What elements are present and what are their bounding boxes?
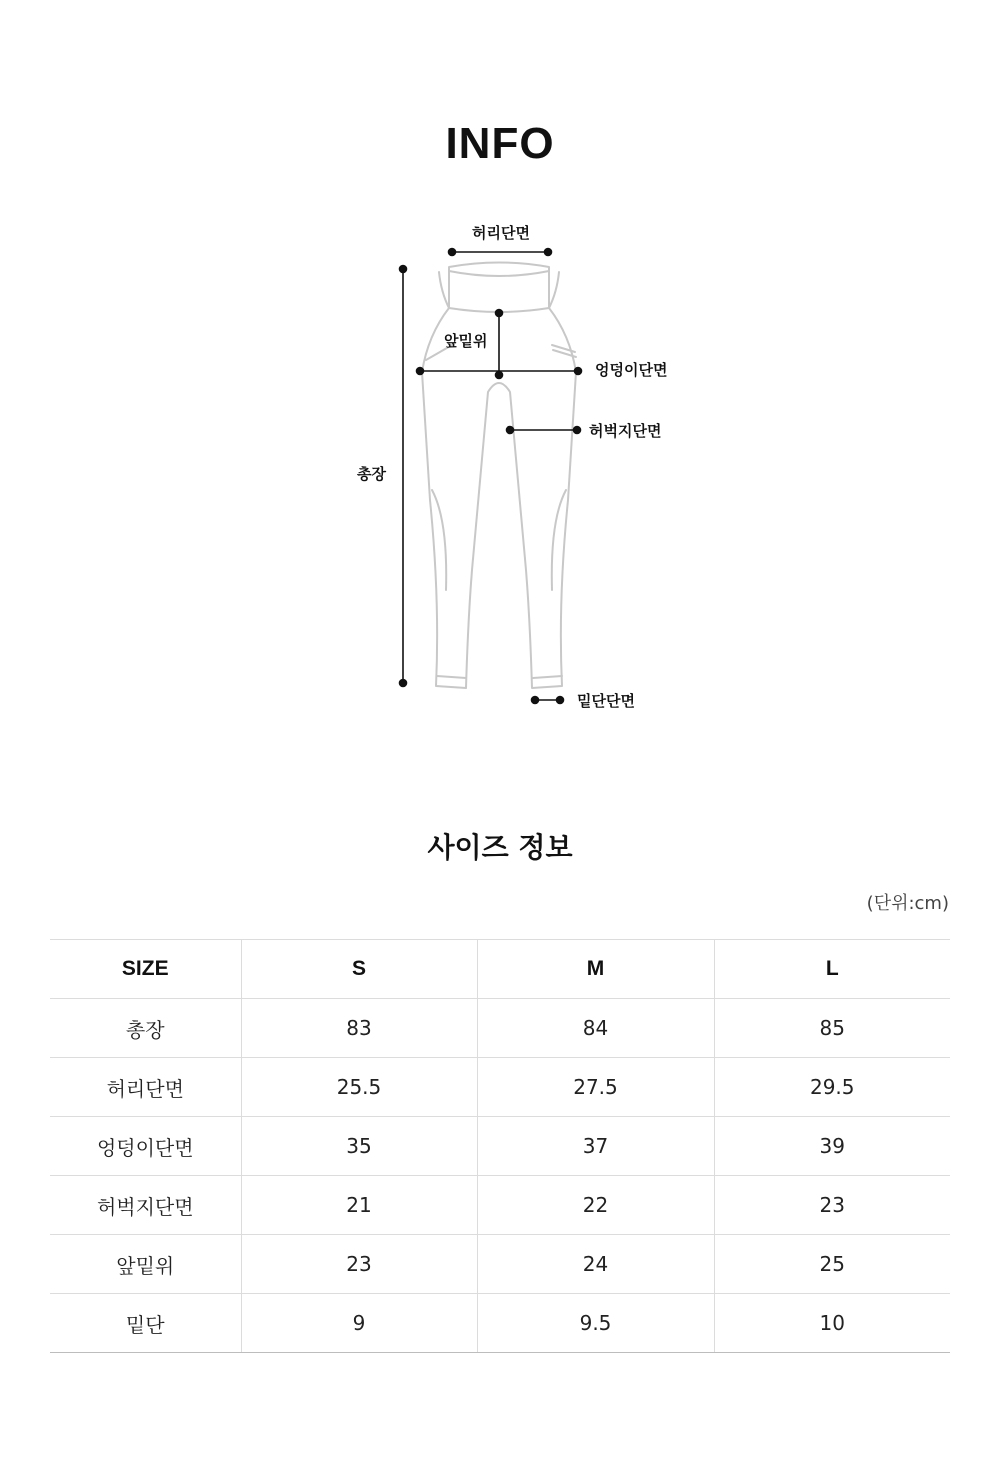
thigh-label: 허벅지단면: [589, 422, 662, 440]
length-dot-bottom: [400, 680, 407, 687]
size-m-value: 24: [477, 1235, 714, 1294]
size-l-value: 29.5: [714, 1058, 950, 1117]
size-s-value: 35: [241, 1117, 477, 1176]
rise-dot-bottom: [496, 372, 503, 379]
column-header-l: L: [714, 940, 950, 999]
hem-label: 밑단단면: [577, 692, 635, 710]
size-l-value: 25: [714, 1235, 950, 1294]
row-label: 허리단면: [50, 1058, 241, 1117]
column-header-s: S: [241, 940, 477, 999]
hem-dot-left: [532, 697, 539, 704]
table-row: [50, 1176, 950, 1235]
length-dot-top: [400, 266, 407, 273]
waist-label: 허리단면: [472, 224, 530, 242]
waist-dot-left: [449, 249, 456, 256]
row-label: 밑단: [50, 1294, 241, 1353]
hem-seams: [437, 676, 562, 678]
row-label: 총장: [50, 999, 241, 1058]
left-side-seam: [439, 272, 449, 308]
hip-label: 엉덩이단면: [595, 361, 668, 379]
table-row: [50, 1117, 950, 1176]
table-row: [50, 1058, 950, 1117]
size-s-value: 9: [241, 1294, 477, 1353]
size-l-value: 85: [714, 999, 950, 1058]
size-s-value: 21: [241, 1176, 477, 1235]
size-l-value: 39: [714, 1117, 950, 1176]
size-info-title: 사이즈 정보: [427, 831, 573, 864]
table-row: [50, 1294, 950, 1353]
waistband-shape: [449, 263, 549, 313]
thigh-dot-right: [574, 427, 581, 434]
waist-dot-right: [545, 249, 552, 256]
size-m-value: 9.5: [477, 1294, 714, 1353]
waistband-top-seam: [449, 271, 549, 276]
length-label: 총장: [357, 465, 386, 483]
size-table-header-row: [50, 940, 950, 999]
table-row: [50, 1235, 950, 1294]
rise-dot-top: [496, 310, 503, 317]
size-table: [50, 939, 950, 1353]
size-l-value: 10: [714, 1294, 950, 1353]
column-header-size: SIZE: [50, 940, 241, 999]
row-label: 앞밑위: [50, 1235, 241, 1294]
size-s-value: 25.5: [241, 1058, 477, 1117]
size-m-value: 27.5: [477, 1058, 714, 1117]
hip-dot-right: [575, 368, 582, 375]
size-m-value: 84: [477, 999, 714, 1058]
rise-label: 앞밑위: [444, 332, 488, 350]
thigh-dot-left: [507, 427, 514, 434]
size-l-value: 23: [714, 1176, 950, 1235]
size-m-value: 22: [477, 1176, 714, 1235]
page-title: INFO: [445, 119, 555, 168]
hem-dot-right: [557, 697, 564, 704]
unit-note: (단위:cm): [866, 893, 949, 914]
size-m-value: 37: [477, 1117, 714, 1176]
right-side-seam: [549, 272, 559, 308]
side-pocket: [552, 345, 576, 357]
column-header-m: M: [477, 940, 714, 999]
row-label: 엉덩이단면: [50, 1117, 241, 1176]
row-label: 허벅지단면: [50, 1176, 241, 1235]
table-row: [50, 999, 950, 1058]
size-s-value: 83: [241, 999, 477, 1058]
hip-dot-left: [417, 368, 424, 375]
size-s-value: 23: [241, 1235, 477, 1294]
